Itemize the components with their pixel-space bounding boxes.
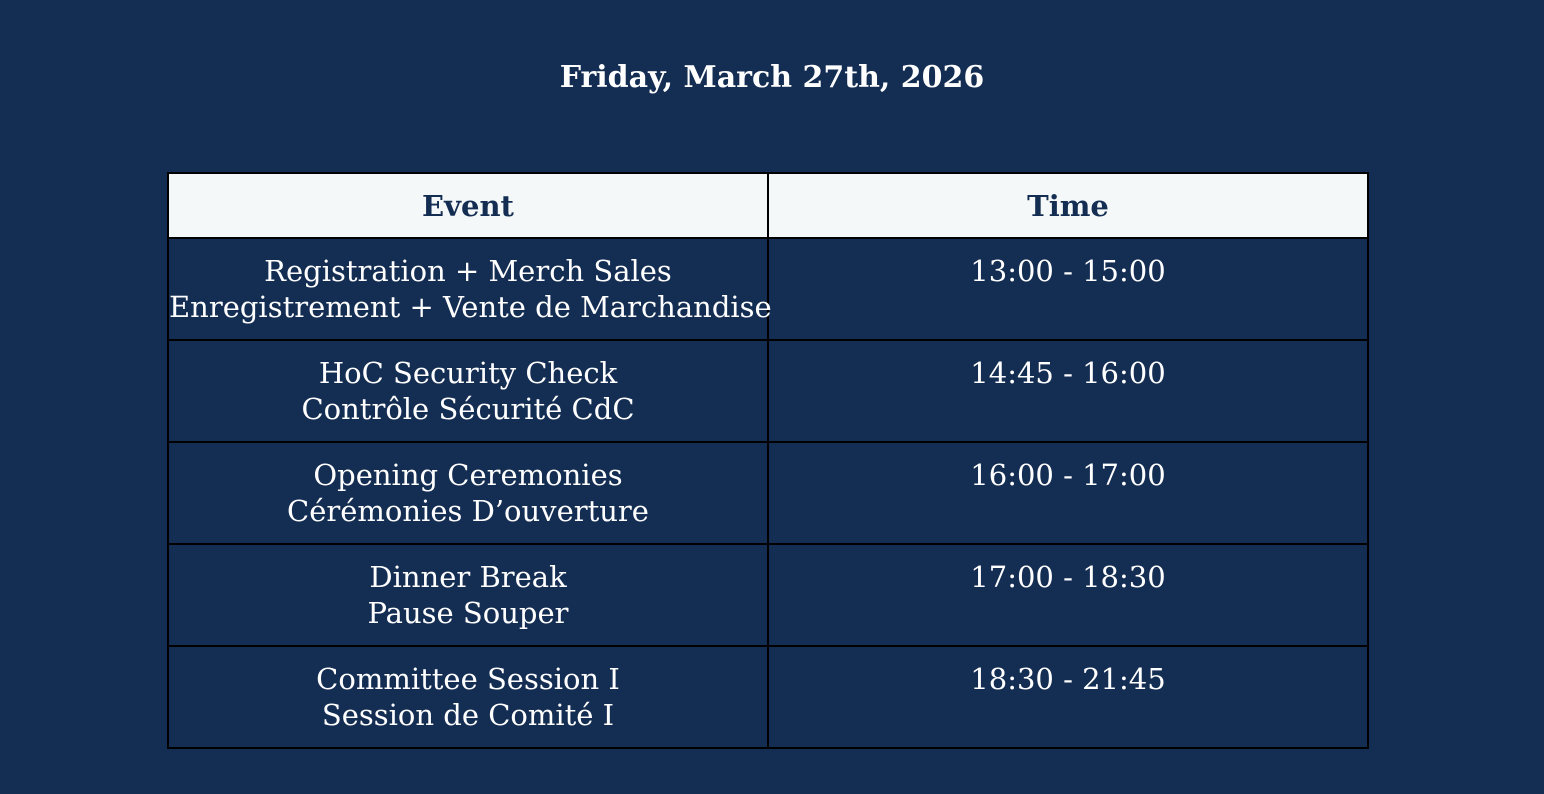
schedule-table <box>167 172 1369 749</box>
time-cell <box>768 340 1368 442</box>
event-name-english: Committee Session I <box>316 662 620 696</box>
event-name-english: Opening Ceremonies <box>313 458 623 492</box>
event-name-french: Session de Comité I <box>321 698 615 732</box>
event-time: 16:00 - 17:00 <box>970 458 1166 492</box>
time-cell <box>768 238 1368 340</box>
event-cell <box>168 646 768 748</box>
time-cell <box>768 442 1368 544</box>
event-name-french: Cérémonies D’ouverture <box>287 494 649 528</box>
event-time: 18:30 - 21:45 <box>970 662 1166 696</box>
event-cell <box>168 238 772 340</box>
table-row <box>168 442 1368 544</box>
event-name-english: Dinner Break <box>369 560 567 594</box>
header-time: Time <box>768 173 1368 238</box>
event-time: 13:00 - 15:00 <box>970 254 1166 288</box>
event-name-english: HoC Security Check <box>318 356 618 390</box>
event-cell <box>168 442 768 544</box>
event-cell <box>168 544 768 646</box>
time-cell <box>768 646 1368 748</box>
event-time: 14:45 - 16:00 <box>970 356 1166 390</box>
day-title: Friday, March 27th, 2026 <box>559 60 985 95</box>
header-event: Event <box>168 173 768 238</box>
event-name-french: Pause Souper <box>367 596 569 630</box>
table-row <box>168 646 1368 748</box>
table-row <box>168 238 1368 340</box>
time-cell <box>768 544 1368 646</box>
table-header-row <box>168 173 1368 238</box>
table-row <box>168 340 1368 442</box>
event-name-french: Enregistrement + Vente de Marchandise <box>169 290 772 324</box>
event-time: 17:00 - 18:30 <box>970 560 1166 594</box>
event-name-french: Contrôle Sécurité CdC <box>301 392 635 426</box>
table-row <box>168 544 1368 646</box>
event-cell <box>168 340 768 442</box>
event-name-english: Registration + Merch Sales <box>264 254 672 288</box>
